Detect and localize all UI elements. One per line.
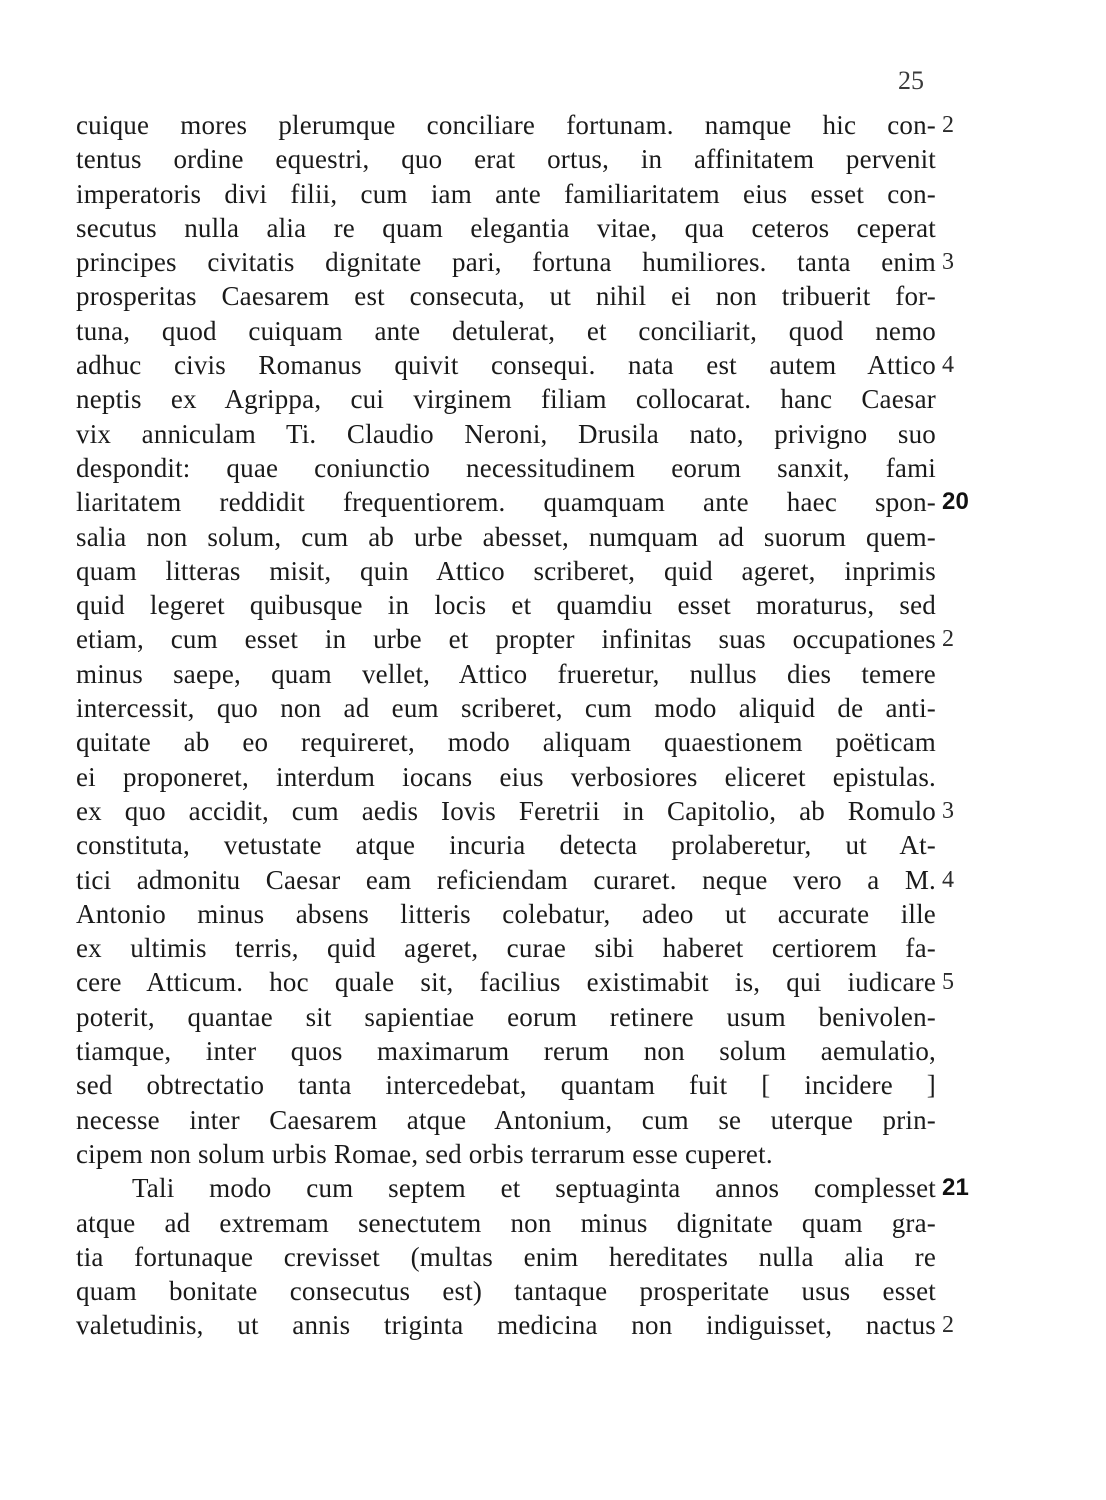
line-text: tici admonitu Caesar eam reficiendam curaret. neque vero a M.	[76, 864, 936, 895]
section-number: 5	[942, 969, 955, 996]
chapter-number: 21	[942, 1174, 970, 1202]
text-line	[76, 554, 936, 588]
text-line	[76, 794, 955, 828]
section-number: 4	[942, 352, 955, 379]
line-text: intercessit, quo non ad eum scriberet, cum modo aliquid de anti-	[76, 693, 936, 724]
text-line	[76, 657, 936, 691]
text-line	[76, 245, 955, 279]
line-text: salia non solum, cum ab urbe abesset, numquam ad suorum quem-	[76, 521, 936, 552]
line-text: cere Atticum. hoc quale sit, facilius existimabit is, qui iudicare	[76, 967, 936, 998]
line-text: cipem non solum urbis Romae, sed orbis terrarum esse cuperet.	[76, 1138, 773, 1169]
line-text: principes civitatis dignitate pari, fortuna humiliores. tanta enim	[76, 247, 936, 278]
text-line	[76, 1068, 936, 1102]
text-line	[76, 931, 936, 965]
line-text: imperatoris divi filii, cum iam ante familiaritatem eius esset con-	[76, 178, 936, 209]
text-line	[76, 1240, 936, 1274]
text-line	[76, 382, 936, 416]
text-line	[76, 177, 936, 211]
text-line	[76, 725, 936, 759]
line-text: quitate ab eo requireret, modo aliquam quaestionem poëticam	[76, 727, 936, 758]
line-text: secutus nulla alia re quam elegantia vitae, qua ceteros ceperat	[76, 212, 936, 243]
text-line	[76, 142, 936, 176]
line-text: sed obtrectatio tanta intercedebat, quantam fuit [ incidere ]	[76, 1070, 936, 1101]
line-text: tiamque, inter quos maximarum rerum non solum aemulatio,	[76, 1036, 936, 1067]
line-text: despondit: quae coniunctio necessitudinem eorum sanxit, fami	[76, 452, 936, 483]
text-line	[76, 279, 936, 313]
text-line	[76, 211, 936, 245]
line-text: quam bonitate consecutus est) tantaque prosperitate usus esset	[76, 1276, 936, 1307]
section-number: 2	[942, 1312, 955, 1339]
line-text: cuique mores plerumque conciliare fortunam. namque hic con-	[76, 110, 936, 140]
text-line	[76, 1000, 936, 1034]
line-text: prosperitas Caesarem est consecuta, ut nihil ei non tribuerit for-	[76, 281, 936, 312]
text-line	[76, 108, 955, 142]
text-line	[76, 965, 955, 999]
text-line	[76, 1171, 970, 1205]
line-text: constituta, vetustate atque incuria detecta prolaberetur, ut At-	[76, 830, 936, 861]
line-text: ex quo accidit, cum aedis Iovis Feretrii in Capitolio, ab Romulo	[76, 795, 936, 826]
section-number: 2	[942, 626, 955, 653]
text-line	[76, 863, 955, 897]
line-text: quam litteras misit, quin Attico scriberet, quid ageret, inprimis	[76, 555, 936, 586]
line-text: ei proponeret, interdum iocans eius verbosiores eliceret epistulas.	[76, 761, 936, 792]
text-line	[76, 417, 936, 451]
text-line	[76, 1274, 936, 1308]
text-line	[76, 828, 936, 862]
line-text: poterit, quantae sit sapientiae eorum retinere usum benivolen-	[76, 1001, 936, 1032]
body-text	[76, 108, 970, 1343]
text-line	[76, 314, 936, 348]
line-text: quid legeret quibusque in locis et quamdiu esset moraturus, sed	[76, 590, 936, 621]
text-line	[76, 1308, 955, 1342]
text-line	[76, 897, 936, 931]
section-number: 3	[942, 797, 955, 824]
line-text: Antonio minus absens litteris colebatur, adeo ut accurate ille	[76, 898, 936, 929]
text-line	[76, 622, 955, 656]
line-text: minus saepe, quam vellet, Attico frueretur, nullus dies temere	[76, 658, 936, 689]
line-text: vix anniculam Ti. Claudio Neroni, Drusila nato, privigno suo	[76, 418, 936, 449]
text-line	[76, 691, 936, 725]
text-line	[76, 1034, 936, 1068]
line-text: liaritatem reddidit frequentiorem. quamquam ante haec spon-	[76, 487, 936, 518]
text-line	[76, 1206, 936, 1240]
line-text: atque ad extremam senectutem non minus dignitate quam gra-	[76, 1207, 936, 1238]
text-line	[76, 485, 970, 519]
page-number: 25	[898, 66, 924, 95]
line-text: neptis ex Agrippa, cui virginem filiam collocarat. hanc Caesar	[76, 384, 936, 415]
line-text: valetudinis, ut annis triginta medicina non indiguisset, nactus	[76, 1310, 936, 1341]
text-line	[76, 1137, 936, 1171]
section-number: 2	[942, 112, 955, 138]
chapter-number: 20	[942, 488, 970, 516]
line-text: Tali modo cum septem et septuaginta annos complesset	[132, 1173, 936, 1204]
text-line	[76, 588, 936, 622]
line-text: tentus ordine equestri, quo erat ortus, in affinitatem pervenit	[76, 144, 936, 175]
text-line	[76, 348, 955, 382]
line-text: adhuc civis Romanus quivit consequi. nata est autem Attico	[76, 350, 936, 381]
line-text: necesse inter Caesarem atque Antonium, cum se uterque prin-	[76, 1104, 936, 1135]
line-text: tuna, quod cuiquam ante detulerat, et conciliarit, quod nemo	[76, 315, 936, 346]
line-text: ex ultimis terris, quid ageret, curae sibi haberet certiorem fa-	[76, 933, 936, 964]
section-number: 3	[942, 249, 955, 276]
line-text: tia fortunaque crevisset (multas enim hereditates nulla alia re	[76, 1241, 936, 1272]
section-number: 4	[942, 866, 955, 893]
line-text: etiam, cum esset in urbe et propter infinitas suas occupationes	[76, 624, 936, 655]
text-line	[76, 451, 936, 485]
text-line	[76, 760, 936, 794]
text-line	[76, 520, 936, 554]
text-line	[76, 1103, 936, 1137]
